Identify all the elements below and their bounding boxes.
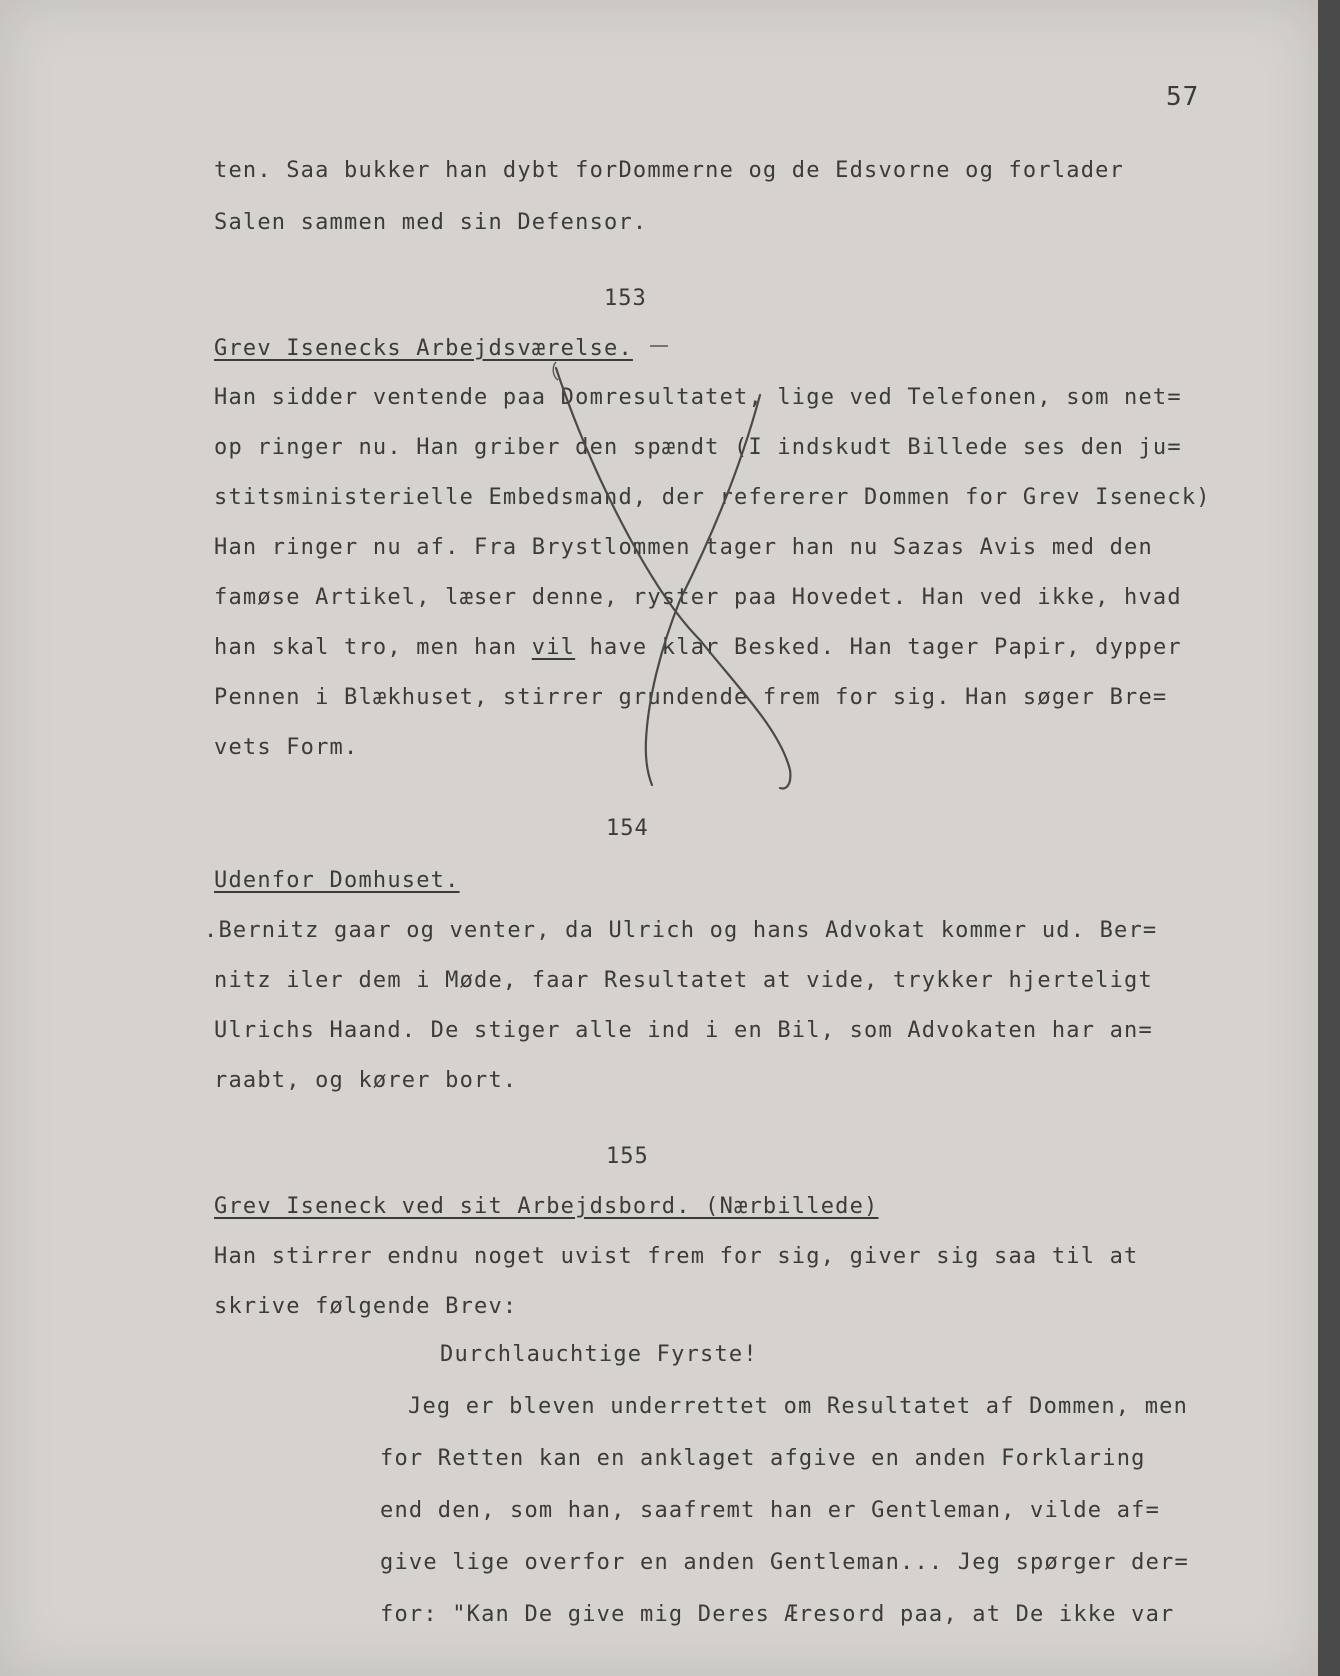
letter-line-2: for Retten kan en anklaget afgive en anden Forklaring: [380, 1446, 1146, 1471]
scene-153-line-6: [214, 633, 1182, 663]
scene-153-line-2: op ringer nu. Han griber den spændt (I indskudt Billede ses den ju=: [214, 435, 1182, 460]
scene-153-line-6-end: have klar Besked. Han tager Papir, dypper: [575, 635, 1182, 660]
emphasis-vil: vil: [531, 635, 576, 660]
scene-153-line-8: vets Form.: [214, 735, 359, 760]
letter-line-1: Jeg er bleven underrettet om Resultatet af Dommen, men: [408, 1394, 1189, 1419]
intro-line-1: ten. Saa bukker han dybt forDommerne og de Edsvorne og forlader: [214, 158, 1125, 183]
scene-155-line-2: skrive følgende Brev:: [214, 1294, 518, 1319]
letter-line-4: give lige overfor en anden Gentleman... Jeg spørger der=: [380, 1550, 1189, 1575]
scene-number-155: 155: [606, 1144, 649, 1169]
scene-number-153: 153: [604, 286, 647, 311]
scene-153-line-4: Han ringer nu af. Fra Brystlommen tager han nu Sazas Avis med den: [214, 535, 1153, 560]
scene-153-line-7: Pennen i Blækhuset, stirrer grundende frem for sig. Han søger Bre=: [214, 685, 1168, 710]
scene-153-line-5: famøse Artikel, læser denne, ryster paa Hovedet. Han ved ikke, hvad: [214, 585, 1182, 610]
scene-number-154: 154: [606, 816, 649, 841]
letter-line-5: for: "Kan De give mig Deres Æresord paa, at De ikke var: [380, 1602, 1175, 1627]
scene-153-line-1: Han sidder ventende paa Domresultatet, lige ved Telefonen, som net=: [214, 385, 1182, 410]
page-number: 57: [1166, 82, 1200, 112]
scene-154-line-3: Ulrichs Haand. De stiger alle ind i en Bil, som Advokaten har an=: [214, 1018, 1153, 1043]
scene-154-line-4: raabt, og kører bort.: [214, 1068, 518, 1093]
scene-heading-154: Udenfor Domhuset.: [214, 868, 460, 893]
scene-154-line-1: .Bernitz gaar og venter, da Ulrich og hans Advokat kommer ud. Ber=: [204, 918, 1158, 943]
letter-salutation: Durchlauchtige Fyrste!: [440, 1342, 758, 1367]
letter-line-3: end den, som han, saafremt han er Gentleman, vilde af=: [380, 1498, 1161, 1523]
scene-heading-153: Grev Isenecks Arbejdsværelse.: [214, 336, 633, 361]
scanner-background-edge: [1318, 0, 1340, 1676]
scene-155-line-1: Han stirrer endnu noget uvist frem for sig, giver sig saa til at: [214, 1244, 1139, 1269]
scene-heading-155: Grev Iseneck ved sit Arbejdsbord. (Nærbillede): [214, 1194, 879, 1219]
intro-line-2: Salen sammen med sin Defensor.: [214, 210, 648, 235]
scene-154-line-2: nitz iler dem i Møde, faar Resultatet at vide, trykker hjerteligt: [214, 968, 1153, 993]
scene-153-line-3: stitsministerielle Embedsmand, der refererer Dommen for Grev Iseneck): [214, 485, 1211, 510]
scene-153-line-6-start: han skal tro, men han: [214, 635, 532, 660]
